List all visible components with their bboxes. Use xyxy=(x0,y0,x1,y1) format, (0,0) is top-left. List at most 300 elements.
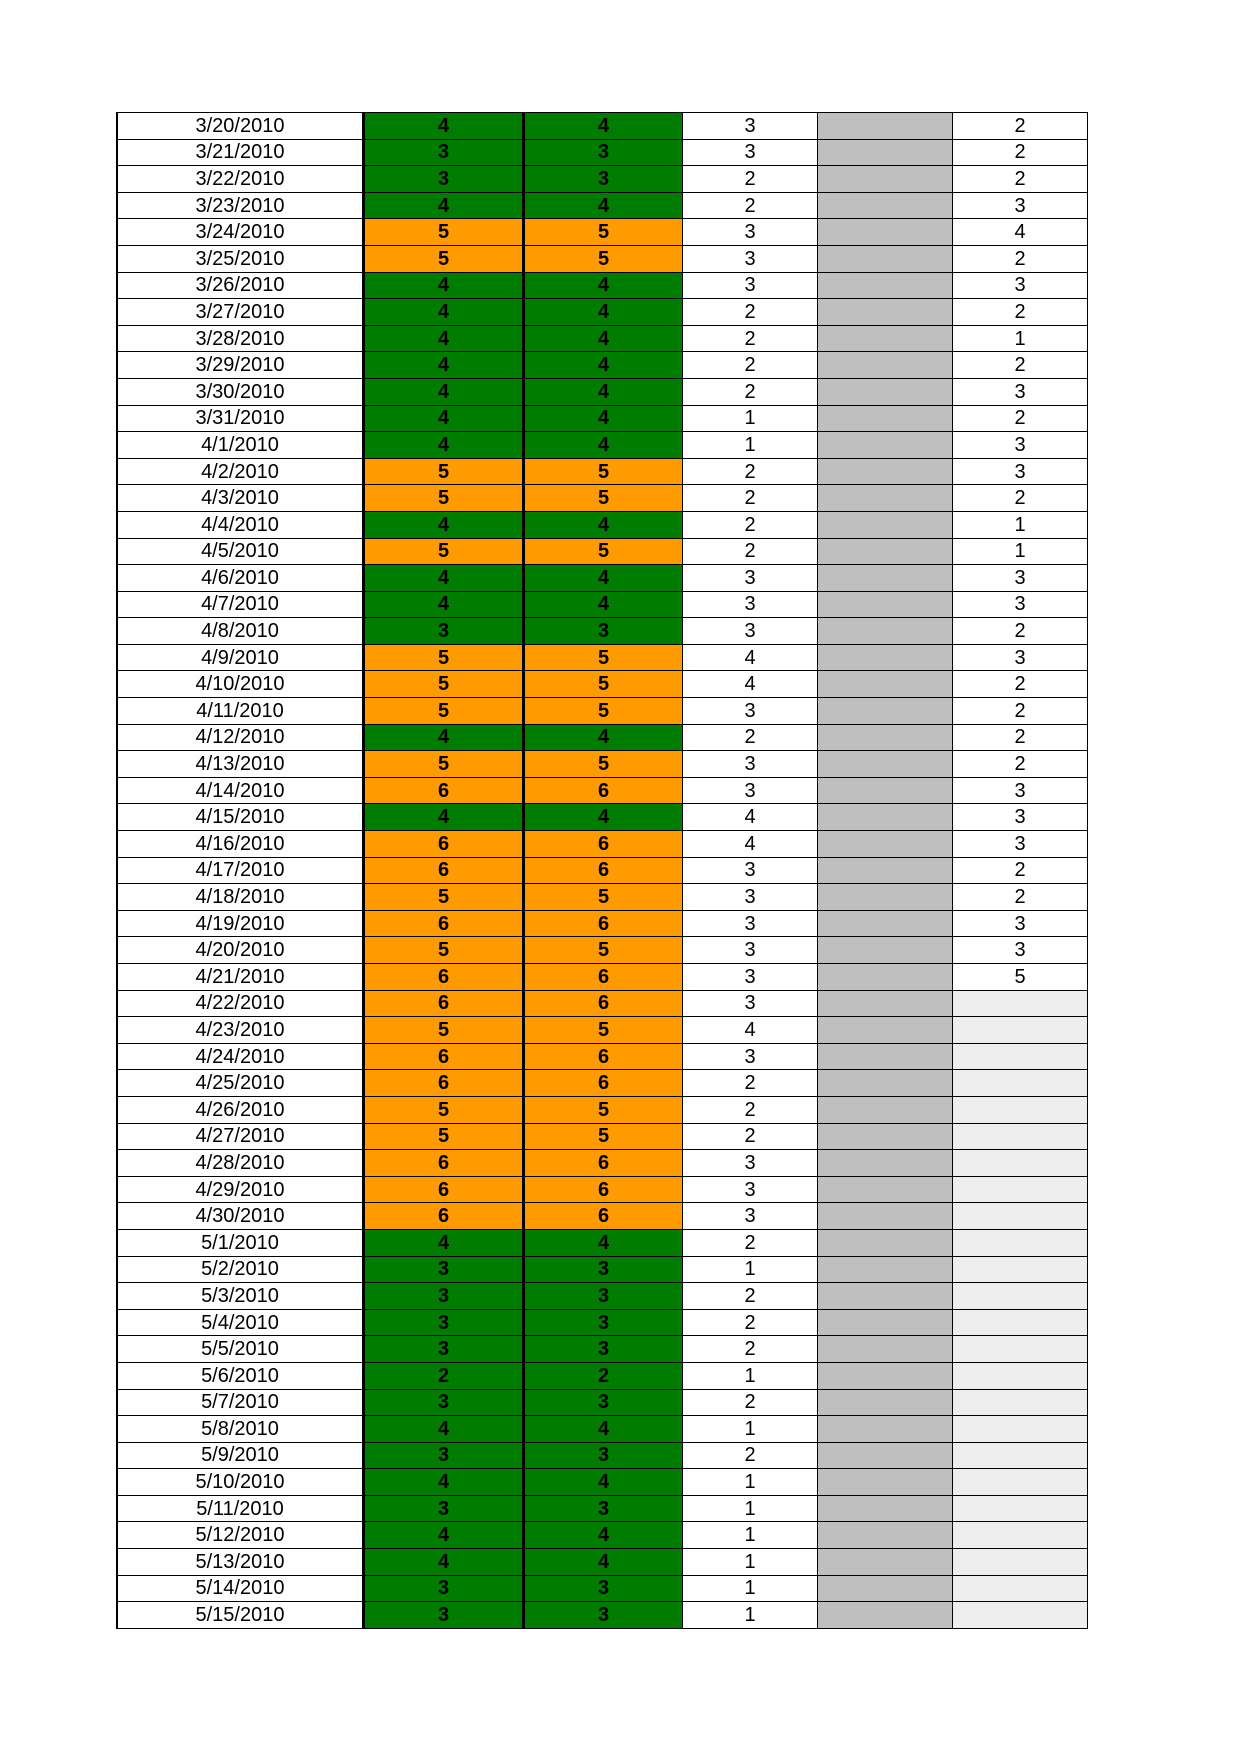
value-c-cell[interactable]: 2 xyxy=(683,538,818,565)
level-a-cell[interactable]: 4 xyxy=(364,724,524,751)
value-c-cell[interactable]: 2 xyxy=(683,1096,818,1123)
level-a-cell[interactable]: 4 xyxy=(364,1469,524,1496)
blank-gray-cell[interactable] xyxy=(818,113,953,140)
level-b-cell[interactable]: 6 xyxy=(524,777,683,804)
value-c-cell[interactable]: 2 xyxy=(683,166,818,193)
value-c-cell[interactable]: 2 xyxy=(683,511,818,538)
level-a-cell[interactable]: 6 xyxy=(364,1043,524,1070)
level-a-cell[interactable]: 6 xyxy=(364,910,524,937)
level-b-cell[interactable]: 4 xyxy=(524,432,683,459)
value-c-cell[interactable]: 3 xyxy=(683,1043,818,1070)
level-b-cell[interactable]: 4 xyxy=(524,378,683,405)
level-b-cell[interactable]: 3 xyxy=(524,1309,683,1336)
level-a-cell[interactable]: 6 xyxy=(364,990,524,1017)
level-a-cell[interactable]: 4 xyxy=(364,325,524,352)
value-c-cell[interactable]: 2 xyxy=(683,1309,818,1336)
level-b-cell[interactable]: 6 xyxy=(524,857,683,884)
value-e-cell[interactable]: 3 xyxy=(953,458,1088,485)
level-b-cell[interactable]: 6 xyxy=(524,1150,683,1177)
date-cell[interactable]: 4/11/2010 xyxy=(117,698,364,725)
level-b-cell[interactable]: 5 xyxy=(524,1096,683,1123)
date-cell[interactable]: 3/27/2010 xyxy=(117,299,364,326)
level-a-cell[interactable]: 5 xyxy=(364,698,524,725)
date-cell[interactable]: 5/5/2010 xyxy=(117,1336,364,1363)
level-a-cell[interactable]: 3 xyxy=(364,1495,524,1522)
value-e-cell[interactable] xyxy=(953,1442,1088,1469)
value-e-cell[interactable]: 2 xyxy=(953,299,1088,326)
date-cell[interactable]: 4/17/2010 xyxy=(117,857,364,884)
value-c-cell[interactable]: 3 xyxy=(683,618,818,645)
value-c-cell[interactable]: 2 xyxy=(683,1389,818,1416)
level-a-cell[interactable]: 3 xyxy=(364,139,524,166)
level-a-cell[interactable]: 3 xyxy=(364,618,524,645)
blank-gray-cell[interactable] xyxy=(818,1309,953,1336)
value-e-cell[interactable]: 1 xyxy=(953,325,1088,352)
date-cell[interactable]: 4/26/2010 xyxy=(117,1096,364,1123)
blank-gray-cell[interactable] xyxy=(818,1017,953,1044)
value-e-cell[interactable]: 3 xyxy=(953,591,1088,618)
value-e-cell[interactable] xyxy=(953,1017,1088,1044)
blank-gray-cell[interactable] xyxy=(818,432,953,459)
level-a-cell[interactable]: 5 xyxy=(364,644,524,671)
blank-gray-cell[interactable] xyxy=(818,458,953,485)
date-cell[interactable]: 4/25/2010 xyxy=(117,1070,364,1097)
level-b-cell[interactable]: 4 xyxy=(524,299,683,326)
value-c-cell[interactable]: 4 xyxy=(683,831,818,858)
date-cell[interactable]: 4/19/2010 xyxy=(117,910,364,937)
blank-gray-cell[interactable] xyxy=(818,1362,953,1389)
value-e-cell[interactable] xyxy=(953,1096,1088,1123)
level-a-cell[interactable]: 3 xyxy=(364,1309,524,1336)
level-a-cell[interactable]: 4 xyxy=(364,511,524,538)
blank-gray-cell[interactable] xyxy=(818,511,953,538)
value-c-cell[interactable]: 4 xyxy=(683,671,818,698)
date-cell[interactable]: 5/11/2010 xyxy=(117,1495,364,1522)
blank-gray-cell[interactable] xyxy=(818,1602,953,1629)
date-cell[interactable]: 4/29/2010 xyxy=(117,1176,364,1203)
level-a-cell[interactable]: 6 xyxy=(364,777,524,804)
date-cell[interactable]: 4/16/2010 xyxy=(117,831,364,858)
date-cell[interactable]: 4/23/2010 xyxy=(117,1017,364,1044)
level-b-cell[interactable]: 6 xyxy=(524,1203,683,1230)
level-b-cell[interactable]: 3 xyxy=(524,618,683,645)
level-a-cell[interactable]: 4 xyxy=(364,565,524,592)
date-cell[interactable]: 5/4/2010 xyxy=(117,1309,364,1336)
level-b-cell[interactable]: 4 xyxy=(524,272,683,299)
value-c-cell[interactable]: 1 xyxy=(683,1416,818,1443)
date-cell[interactable]: 4/30/2010 xyxy=(117,1203,364,1230)
date-cell[interactable]: 4/14/2010 xyxy=(117,777,364,804)
value-c-cell[interactable]: 2 xyxy=(683,325,818,352)
level-a-cell[interactable]: 5 xyxy=(364,538,524,565)
blank-gray-cell[interactable] xyxy=(818,990,953,1017)
value-c-cell[interactable]: 2 xyxy=(683,352,818,379)
value-e-cell[interactable]: 2 xyxy=(953,751,1088,778)
value-c-cell[interactable]: 2 xyxy=(683,1123,818,1150)
value-e-cell[interactable] xyxy=(953,1389,1088,1416)
level-b-cell[interactable]: 3 xyxy=(524,1575,683,1602)
level-b-cell[interactable]: 4 xyxy=(524,1549,683,1576)
level-a-cell[interactable]: 4 xyxy=(364,591,524,618)
value-e-cell[interactable]: 3 xyxy=(953,804,1088,831)
level-a-cell[interactable]: 4 xyxy=(364,1522,524,1549)
value-c-cell[interactable]: 3 xyxy=(683,139,818,166)
blank-gray-cell[interactable] xyxy=(818,485,953,512)
blank-gray-cell[interactable] xyxy=(818,1283,953,1310)
date-cell[interactable]: 3/24/2010 xyxy=(117,219,364,246)
value-c-cell[interactable]: 2 xyxy=(683,458,818,485)
level-b-cell[interactable]: 6 xyxy=(524,990,683,1017)
date-cell[interactable]: 4/3/2010 xyxy=(117,485,364,512)
blank-gray-cell[interactable] xyxy=(818,804,953,831)
level-a-cell[interactable]: 5 xyxy=(364,219,524,246)
blank-gray-cell[interactable] xyxy=(818,1442,953,1469)
date-cell[interactable]: 5/10/2010 xyxy=(117,1469,364,1496)
value-c-cell[interactable]: 3 xyxy=(683,777,818,804)
level-a-cell[interactable]: 6 xyxy=(364,1150,524,1177)
date-cell[interactable]: 5/14/2010 xyxy=(117,1575,364,1602)
level-b-cell[interactable]: 5 xyxy=(524,1123,683,1150)
value-c-cell[interactable]: 1 xyxy=(683,1495,818,1522)
level-b-cell[interactable]: 4 xyxy=(524,192,683,219)
date-cell[interactable]: 3/22/2010 xyxy=(117,166,364,193)
level-a-cell[interactable]: 6 xyxy=(364,964,524,991)
blank-gray-cell[interactable] xyxy=(818,777,953,804)
blank-gray-cell[interactable] xyxy=(818,219,953,246)
value-c-cell[interactable]: 4 xyxy=(683,804,818,831)
date-cell[interactable]: 3/23/2010 xyxy=(117,192,364,219)
value-e-cell[interactable]: 2 xyxy=(953,405,1088,432)
value-e-cell[interactable] xyxy=(953,1362,1088,1389)
value-e-cell[interactable] xyxy=(953,1416,1088,1443)
blank-gray-cell[interactable] xyxy=(818,1469,953,1496)
level-a-cell[interactable]: 3 xyxy=(364,1442,524,1469)
date-cell[interactable]: 4/13/2010 xyxy=(117,751,364,778)
blank-gray-cell[interactable] xyxy=(818,1203,953,1230)
blank-gray-cell[interactable] xyxy=(818,325,953,352)
date-cell[interactable]: 4/7/2010 xyxy=(117,591,364,618)
date-cell[interactable]: 5/8/2010 xyxy=(117,1416,364,1443)
value-e-cell[interactable] xyxy=(953,1495,1088,1522)
level-a-cell[interactable]: 6 xyxy=(364,1176,524,1203)
date-cell[interactable]: 4/5/2010 xyxy=(117,538,364,565)
value-c-cell[interactable]: 3 xyxy=(683,1203,818,1230)
value-e-cell[interactable] xyxy=(953,1203,1088,1230)
value-e-cell[interactable] xyxy=(953,1150,1088,1177)
date-cell[interactable]: 5/12/2010 xyxy=(117,1522,364,1549)
date-cell[interactable]: 3/25/2010 xyxy=(117,245,364,272)
date-cell[interactable]: 5/7/2010 xyxy=(117,1389,364,1416)
blank-gray-cell[interactable] xyxy=(818,166,953,193)
level-a-cell[interactable]: 6 xyxy=(364,831,524,858)
level-b-cell[interactable]: 6 xyxy=(524,910,683,937)
level-b-cell[interactable]: 2 xyxy=(524,1362,683,1389)
blank-gray-cell[interactable] xyxy=(818,964,953,991)
level-a-cell[interactable]: 3 xyxy=(364,1336,524,1363)
value-c-cell[interactable]: 1 xyxy=(683,1469,818,1496)
level-a-cell[interactable]: 6 xyxy=(364,1070,524,1097)
level-b-cell[interactable]: 3 xyxy=(524,1442,683,1469)
value-e-cell[interactable]: 3 xyxy=(953,565,1088,592)
value-c-cell[interactable]: 4 xyxy=(683,1017,818,1044)
value-c-cell[interactable]: 1 xyxy=(683,1522,818,1549)
date-cell[interactable]: 3/30/2010 xyxy=(117,378,364,405)
value-c-cell[interactable]: 2 xyxy=(683,192,818,219)
value-e-cell[interactable] xyxy=(953,1575,1088,1602)
blank-gray-cell[interactable] xyxy=(818,1389,953,1416)
value-c-cell[interactable]: 3 xyxy=(683,910,818,937)
date-cell[interactable]: 5/6/2010 xyxy=(117,1362,364,1389)
level-b-cell[interactable]: 3 xyxy=(524,1283,683,1310)
blank-gray-cell[interactable] xyxy=(818,378,953,405)
level-b-cell[interactable]: 3 xyxy=(524,1389,683,1416)
date-cell[interactable]: 5/9/2010 xyxy=(117,1442,364,1469)
value-c-cell[interactable]: 3 xyxy=(683,1176,818,1203)
date-cell[interactable]: 4/10/2010 xyxy=(117,671,364,698)
level-b-cell[interactable]: 4 xyxy=(524,113,683,140)
level-b-cell[interactable]: 5 xyxy=(524,1017,683,1044)
value-e-cell[interactable]: 5 xyxy=(953,964,1088,991)
blank-gray-cell[interactable] xyxy=(818,1575,953,1602)
date-cell[interactable]: 4/22/2010 xyxy=(117,990,364,1017)
level-b-cell[interactable]: 6 xyxy=(524,1070,683,1097)
level-b-cell[interactable]: 4 xyxy=(524,325,683,352)
level-a-cell[interactable]: 4 xyxy=(364,1229,524,1256)
blank-gray-cell[interactable] xyxy=(818,831,953,858)
level-b-cell[interactable]: 4 xyxy=(524,1229,683,1256)
blank-gray-cell[interactable] xyxy=(818,724,953,751)
value-e-cell[interactable]: 3 xyxy=(953,378,1088,405)
blank-gray-cell[interactable] xyxy=(818,1256,953,1283)
level-a-cell[interactable]: 5 xyxy=(364,751,524,778)
level-b-cell[interactable]: 3 xyxy=(524,1495,683,1522)
level-a-cell[interactable]: 4 xyxy=(364,299,524,326)
blank-gray-cell[interactable] xyxy=(818,405,953,432)
level-a-cell[interactable]: 5 xyxy=(364,884,524,911)
level-b-cell[interactable]: 4 xyxy=(524,591,683,618)
level-b-cell[interactable]: 4 xyxy=(524,1522,683,1549)
date-cell[interactable]: 3/29/2010 xyxy=(117,352,364,379)
level-b-cell[interactable]: 4 xyxy=(524,804,683,831)
date-cell[interactable]: 3/20/2010 xyxy=(117,113,364,140)
date-cell[interactable]: 5/15/2010 xyxy=(117,1602,364,1629)
level-b-cell[interactable]: 4 xyxy=(524,405,683,432)
value-c-cell[interactable]: 3 xyxy=(683,591,818,618)
value-c-cell[interactable]: 2 xyxy=(683,485,818,512)
level-b-cell[interactable]: 5 xyxy=(524,245,683,272)
level-b-cell[interactable]: 3 xyxy=(524,1256,683,1283)
date-cell[interactable]: 4/2/2010 xyxy=(117,458,364,485)
date-cell[interactable]: 3/21/2010 xyxy=(117,139,364,166)
level-b-cell[interactable]: 5 xyxy=(524,884,683,911)
blank-gray-cell[interactable] xyxy=(818,1229,953,1256)
level-a-cell[interactable]: 5 xyxy=(364,671,524,698)
date-cell[interactable]: 4/6/2010 xyxy=(117,565,364,592)
value-e-cell[interactable] xyxy=(953,990,1088,1017)
blank-gray-cell[interactable] xyxy=(818,1123,953,1150)
level-b-cell[interactable]: 5 xyxy=(524,644,683,671)
date-cell[interactable]: 4/21/2010 xyxy=(117,964,364,991)
value-e-cell[interactable] xyxy=(953,1256,1088,1283)
blank-gray-cell[interactable] xyxy=(818,884,953,911)
value-c-cell[interactable]: 2 xyxy=(683,724,818,751)
level-b-cell[interactable]: 3 xyxy=(524,166,683,193)
level-a-cell[interactable]: 4 xyxy=(364,405,524,432)
value-c-cell[interactable]: 1 xyxy=(683,1549,818,1576)
blank-gray-cell[interactable] xyxy=(818,1150,953,1177)
level-b-cell[interactable]: 5 xyxy=(524,671,683,698)
level-a-cell[interactable]: 6 xyxy=(364,1203,524,1230)
date-cell[interactable]: 4/1/2010 xyxy=(117,432,364,459)
blank-gray-cell[interactable] xyxy=(818,299,953,326)
blank-gray-cell[interactable] xyxy=(818,245,953,272)
level-b-cell[interactable]: 3 xyxy=(524,1602,683,1629)
level-b-cell[interactable]: 5 xyxy=(524,458,683,485)
value-e-cell[interactable] xyxy=(953,1309,1088,1336)
blank-gray-cell[interactable] xyxy=(818,698,953,725)
value-e-cell[interactable]: 2 xyxy=(953,352,1088,379)
value-e-cell[interactable]: 3 xyxy=(953,910,1088,937)
blank-gray-cell[interactable] xyxy=(818,352,953,379)
value-c-cell[interactable]: 1 xyxy=(683,405,818,432)
value-e-cell[interactable] xyxy=(953,1469,1088,1496)
value-e-cell[interactable] xyxy=(953,1336,1088,1363)
level-a-cell[interactable]: 2 xyxy=(364,1362,524,1389)
blank-gray-cell[interactable] xyxy=(818,538,953,565)
level-a-cell[interactable]: 4 xyxy=(364,113,524,140)
level-b-cell[interactable]: 5 xyxy=(524,698,683,725)
value-e-cell[interactable]: 4 xyxy=(953,219,1088,246)
value-c-cell[interactable]: 3 xyxy=(683,113,818,140)
value-e-cell[interactable]: 3 xyxy=(953,272,1088,299)
date-cell[interactable]: 5/13/2010 xyxy=(117,1549,364,1576)
value-e-cell[interactable] xyxy=(953,1043,1088,1070)
blank-gray-cell[interactable] xyxy=(818,1336,953,1363)
blank-gray-cell[interactable] xyxy=(818,192,953,219)
level-b-cell[interactable]: 5 xyxy=(524,751,683,778)
date-cell[interactable]: 4/28/2010 xyxy=(117,1150,364,1177)
blank-gray-cell[interactable] xyxy=(818,1176,953,1203)
value-c-cell[interactable]: 3 xyxy=(683,937,818,964)
value-e-cell[interactable] xyxy=(953,1549,1088,1576)
date-cell[interactable]: 4/9/2010 xyxy=(117,644,364,671)
level-b-cell[interactable]: 5 xyxy=(524,485,683,512)
date-cell[interactable]: 4/4/2010 xyxy=(117,511,364,538)
level-a-cell[interactable]: 4 xyxy=(364,378,524,405)
value-e-cell[interactable]: 2 xyxy=(953,166,1088,193)
value-e-cell[interactable]: 3 xyxy=(953,644,1088,671)
level-a-cell[interactable]: 3 xyxy=(364,1389,524,1416)
date-cell[interactable]: 4/12/2010 xyxy=(117,724,364,751)
value-c-cell[interactable]: 3 xyxy=(683,751,818,778)
value-c-cell[interactable]: 1 xyxy=(683,1256,818,1283)
value-c-cell[interactable]: 2 xyxy=(683,1229,818,1256)
blank-gray-cell[interactable] xyxy=(818,1416,953,1443)
value-e-cell[interactable]: 2 xyxy=(953,113,1088,140)
value-e-cell[interactable]: 3 xyxy=(953,831,1088,858)
level-a-cell[interactable]: 4 xyxy=(364,1549,524,1576)
date-cell[interactable]: 5/1/2010 xyxy=(117,1229,364,1256)
date-cell[interactable]: 4/27/2010 xyxy=(117,1123,364,1150)
date-cell[interactable]: 4/15/2010 xyxy=(117,804,364,831)
level-a-cell[interactable]: 3 xyxy=(364,1575,524,1602)
value-e-cell[interactable] xyxy=(953,1229,1088,1256)
date-cell[interactable]: 3/31/2010 xyxy=(117,405,364,432)
blank-gray-cell[interactable] xyxy=(818,272,953,299)
level-a-cell[interactable]: 3 xyxy=(364,1602,524,1629)
value-e-cell[interactable]: 1 xyxy=(953,511,1088,538)
value-c-cell[interactable]: 2 xyxy=(683,1283,818,1310)
date-cell[interactable]: 4/8/2010 xyxy=(117,618,364,645)
level-b-cell[interactable]: 3 xyxy=(524,139,683,166)
blank-gray-cell[interactable] xyxy=(818,1096,953,1123)
level-a-cell[interactable]: 5 xyxy=(364,245,524,272)
level-b-cell[interactable]: 4 xyxy=(524,724,683,751)
value-e-cell[interactable]: 2 xyxy=(953,724,1088,751)
value-c-cell[interactable]: 2 xyxy=(683,1070,818,1097)
value-c-cell[interactable]: 1 xyxy=(683,432,818,459)
value-e-cell[interactable] xyxy=(953,1123,1088,1150)
level-a-cell[interactable]: 5 xyxy=(364,1017,524,1044)
date-cell[interactable]: 5/2/2010 xyxy=(117,1256,364,1283)
date-cell[interactable]: 4/18/2010 xyxy=(117,884,364,911)
level-a-cell[interactable]: 5 xyxy=(364,1123,524,1150)
value-e-cell[interactable]: 2 xyxy=(953,139,1088,166)
blank-gray-cell[interactable] xyxy=(818,937,953,964)
value-e-cell[interactable] xyxy=(953,1070,1088,1097)
value-e-cell[interactable]: 2 xyxy=(953,245,1088,272)
value-c-cell[interactable]: 2 xyxy=(683,378,818,405)
level-a-cell[interactable]: 5 xyxy=(364,485,524,512)
blank-gray-cell[interactable] xyxy=(818,1070,953,1097)
level-b-cell[interactable]: 5 xyxy=(524,219,683,246)
value-e-cell[interactable]: 2 xyxy=(953,671,1088,698)
blank-gray-cell[interactable] xyxy=(818,751,953,778)
blank-gray-cell[interactable] xyxy=(818,139,953,166)
value-c-cell[interactable]: 2 xyxy=(683,299,818,326)
value-c-cell[interactable]: 1 xyxy=(683,1602,818,1629)
blank-gray-cell[interactable] xyxy=(818,1549,953,1576)
value-e-cell[interactable] xyxy=(953,1176,1088,1203)
date-cell[interactable]: 4/20/2010 xyxy=(117,937,364,964)
value-c-cell[interactable]: 3 xyxy=(683,964,818,991)
value-e-cell[interactable] xyxy=(953,1602,1088,1629)
level-a-cell[interactable]: 4 xyxy=(364,192,524,219)
level-b-cell[interactable]: 6 xyxy=(524,1176,683,1203)
level-b-cell[interactable]: 3 xyxy=(524,1336,683,1363)
blank-gray-cell[interactable] xyxy=(818,910,953,937)
level-b-cell[interactable]: 4 xyxy=(524,1469,683,1496)
level-a-cell[interactable]: 4 xyxy=(364,432,524,459)
level-b-cell[interactable]: 5 xyxy=(524,937,683,964)
value-c-cell[interactable]: 3 xyxy=(683,219,818,246)
value-c-cell[interactable]: 2 xyxy=(683,1336,818,1363)
value-e-cell[interactable]: 2 xyxy=(953,618,1088,645)
date-cell[interactable]: 5/3/2010 xyxy=(117,1283,364,1310)
level-b-cell[interactable]: 4 xyxy=(524,352,683,379)
value-e-cell[interactable]: 2 xyxy=(953,884,1088,911)
value-e-cell[interactable]: 1 xyxy=(953,538,1088,565)
value-c-cell[interactable]: 3 xyxy=(683,245,818,272)
blank-gray-cell[interactable] xyxy=(818,644,953,671)
value-c-cell[interactable]: 3 xyxy=(683,272,818,299)
level-b-cell[interactable]: 6 xyxy=(524,1043,683,1070)
level-b-cell[interactable]: 5 xyxy=(524,538,683,565)
value-c-cell[interactable]: 1 xyxy=(683,1575,818,1602)
value-e-cell[interactable]: 2 xyxy=(953,485,1088,512)
value-c-cell[interactable]: 2 xyxy=(683,1442,818,1469)
level-a-cell[interactable]: 3 xyxy=(364,1256,524,1283)
